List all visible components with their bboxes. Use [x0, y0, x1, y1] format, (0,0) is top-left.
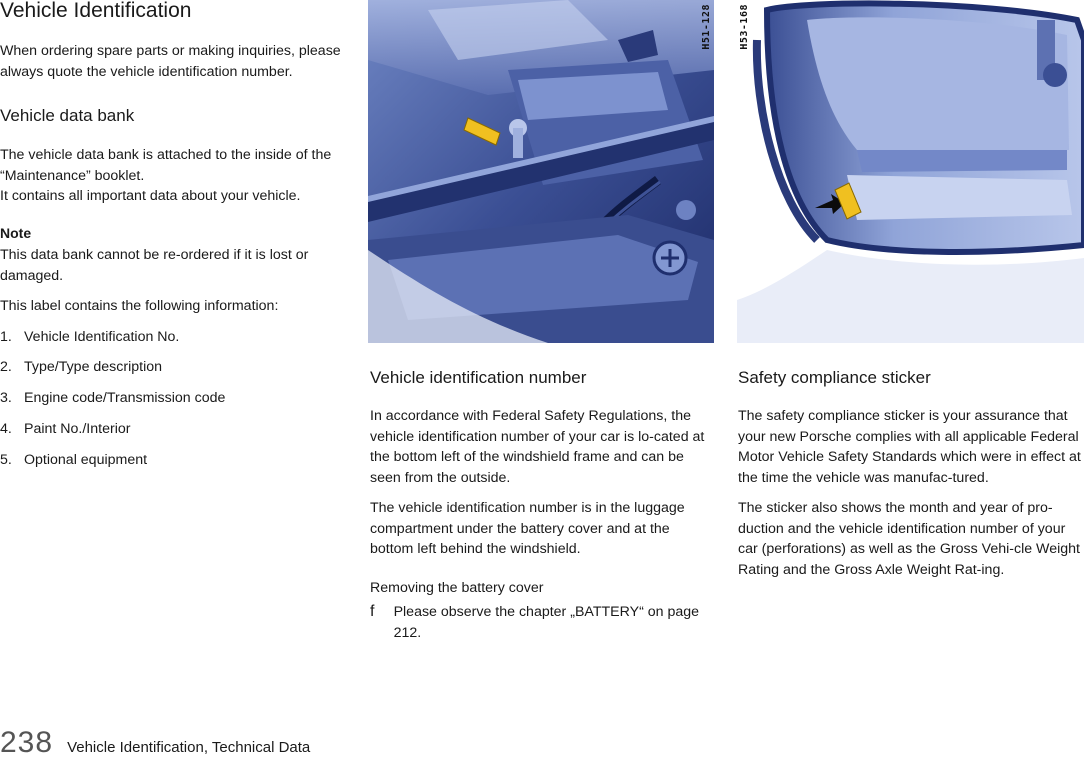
list-item	[0, 388, 346, 408]
photo-code-label: H53-168	[739, 4, 750, 50]
list-item-number: 1.	[0, 328, 12, 345]
list-item-number: 2.	[0, 359, 12, 376]
list-item	[0, 450, 346, 470]
data-bank-heading: Vehicle data bank	[0, 106, 135, 125]
page-footer	[0, 726, 310, 760]
list-item-text: Engine code/Transmission code	[24, 390, 226, 407]
battery-compartment-photo	[368, 0, 714, 343]
page-number: 238	[0, 726, 54, 759]
battery-instruction-text: Please observe the chapter „BATTERY“ on page 212.	[393, 604, 700, 641]
sticker-heading: Safety compliance sticker	[738, 368, 931, 387]
list-item-text: Vehicle Identification No.	[24, 328, 180, 345]
door-jamb-photo	[737, 0, 1084, 343]
data-bank-paragraph-2: It contains all important data about your vehicle.	[0, 188, 301, 204]
intro-paragraph: When ordering spare parts or making inquiries, please always quote the vehicle identification number.	[0, 43, 341, 80]
note-label: Note	[0, 224, 32, 241]
list-item-number: 3.	[0, 390, 12, 407]
vin-paragraph-2: The vehicle identification number is in the luggage compartment under the battery cover and at the bottom left behind the windshield.	[370, 500, 685, 557]
left-column	[0, 0, 346, 480]
vin-paragraph-1: In accordance with Federal Safety Regulations, the vehicle identification number of your car is lo-cated at the bottom left of the windshield frame and can be seen from the outside.	[370, 408, 705, 486]
vin-heading: Vehicle identification number	[370, 368, 587, 387]
list-item-text: Optional equipment	[24, 451, 148, 468]
data-bank-paragraph-1: The vehicle data bank is attached to the inside of the “Maintenance” booklet.	[0, 147, 332, 184]
footer-section-title: Vehicle Identification, Technical Data	[67, 739, 311, 756]
sticker-paragraph-2: The sticker also shows the month and year of pro-duction and the vehicle identification number of your car (perforations) as well as the Gross Vehi-cle Weight Rating and the Gross Axle Weight Rat-ing.	[738, 500, 1080, 578]
list-item-number: 4.	[0, 420, 12, 437]
photo-code-label: H51-128	[701, 4, 712, 50]
battery-instruction	[370, 602, 716, 643]
instruction-bullet-icon: f	[370, 603, 375, 620]
list-item-text: Paint No./Interior	[24, 420, 131, 437]
battery-subheading: Removing the battery cover	[370, 579, 544, 596]
list-item-number: 5.	[0, 451, 12, 468]
note-paragraph: This data bank cannot be re-ordered if it is lost or damaged.	[0, 247, 309, 284]
label-info-list	[0, 327, 346, 470]
label-intro: This label contains the following information:	[0, 298, 279, 314]
list-item	[0, 357, 346, 377]
page-title: Vehicle Identification	[0, 0, 192, 22]
list-item	[0, 327, 346, 347]
middle-column	[370, 368, 716, 643]
right-column	[738, 368, 1082, 580]
list-item-text: Type/Type description	[24, 359, 163, 376]
sticker-paragraph-1: The safety compliance sticker is your assurance that your new Porsche complies with all applicable Federal Motor Vehicle Safety Standards which were in effect at the time the vehicle was manufac-tured.	[738, 408, 1081, 486]
list-item	[0, 419, 346, 439]
